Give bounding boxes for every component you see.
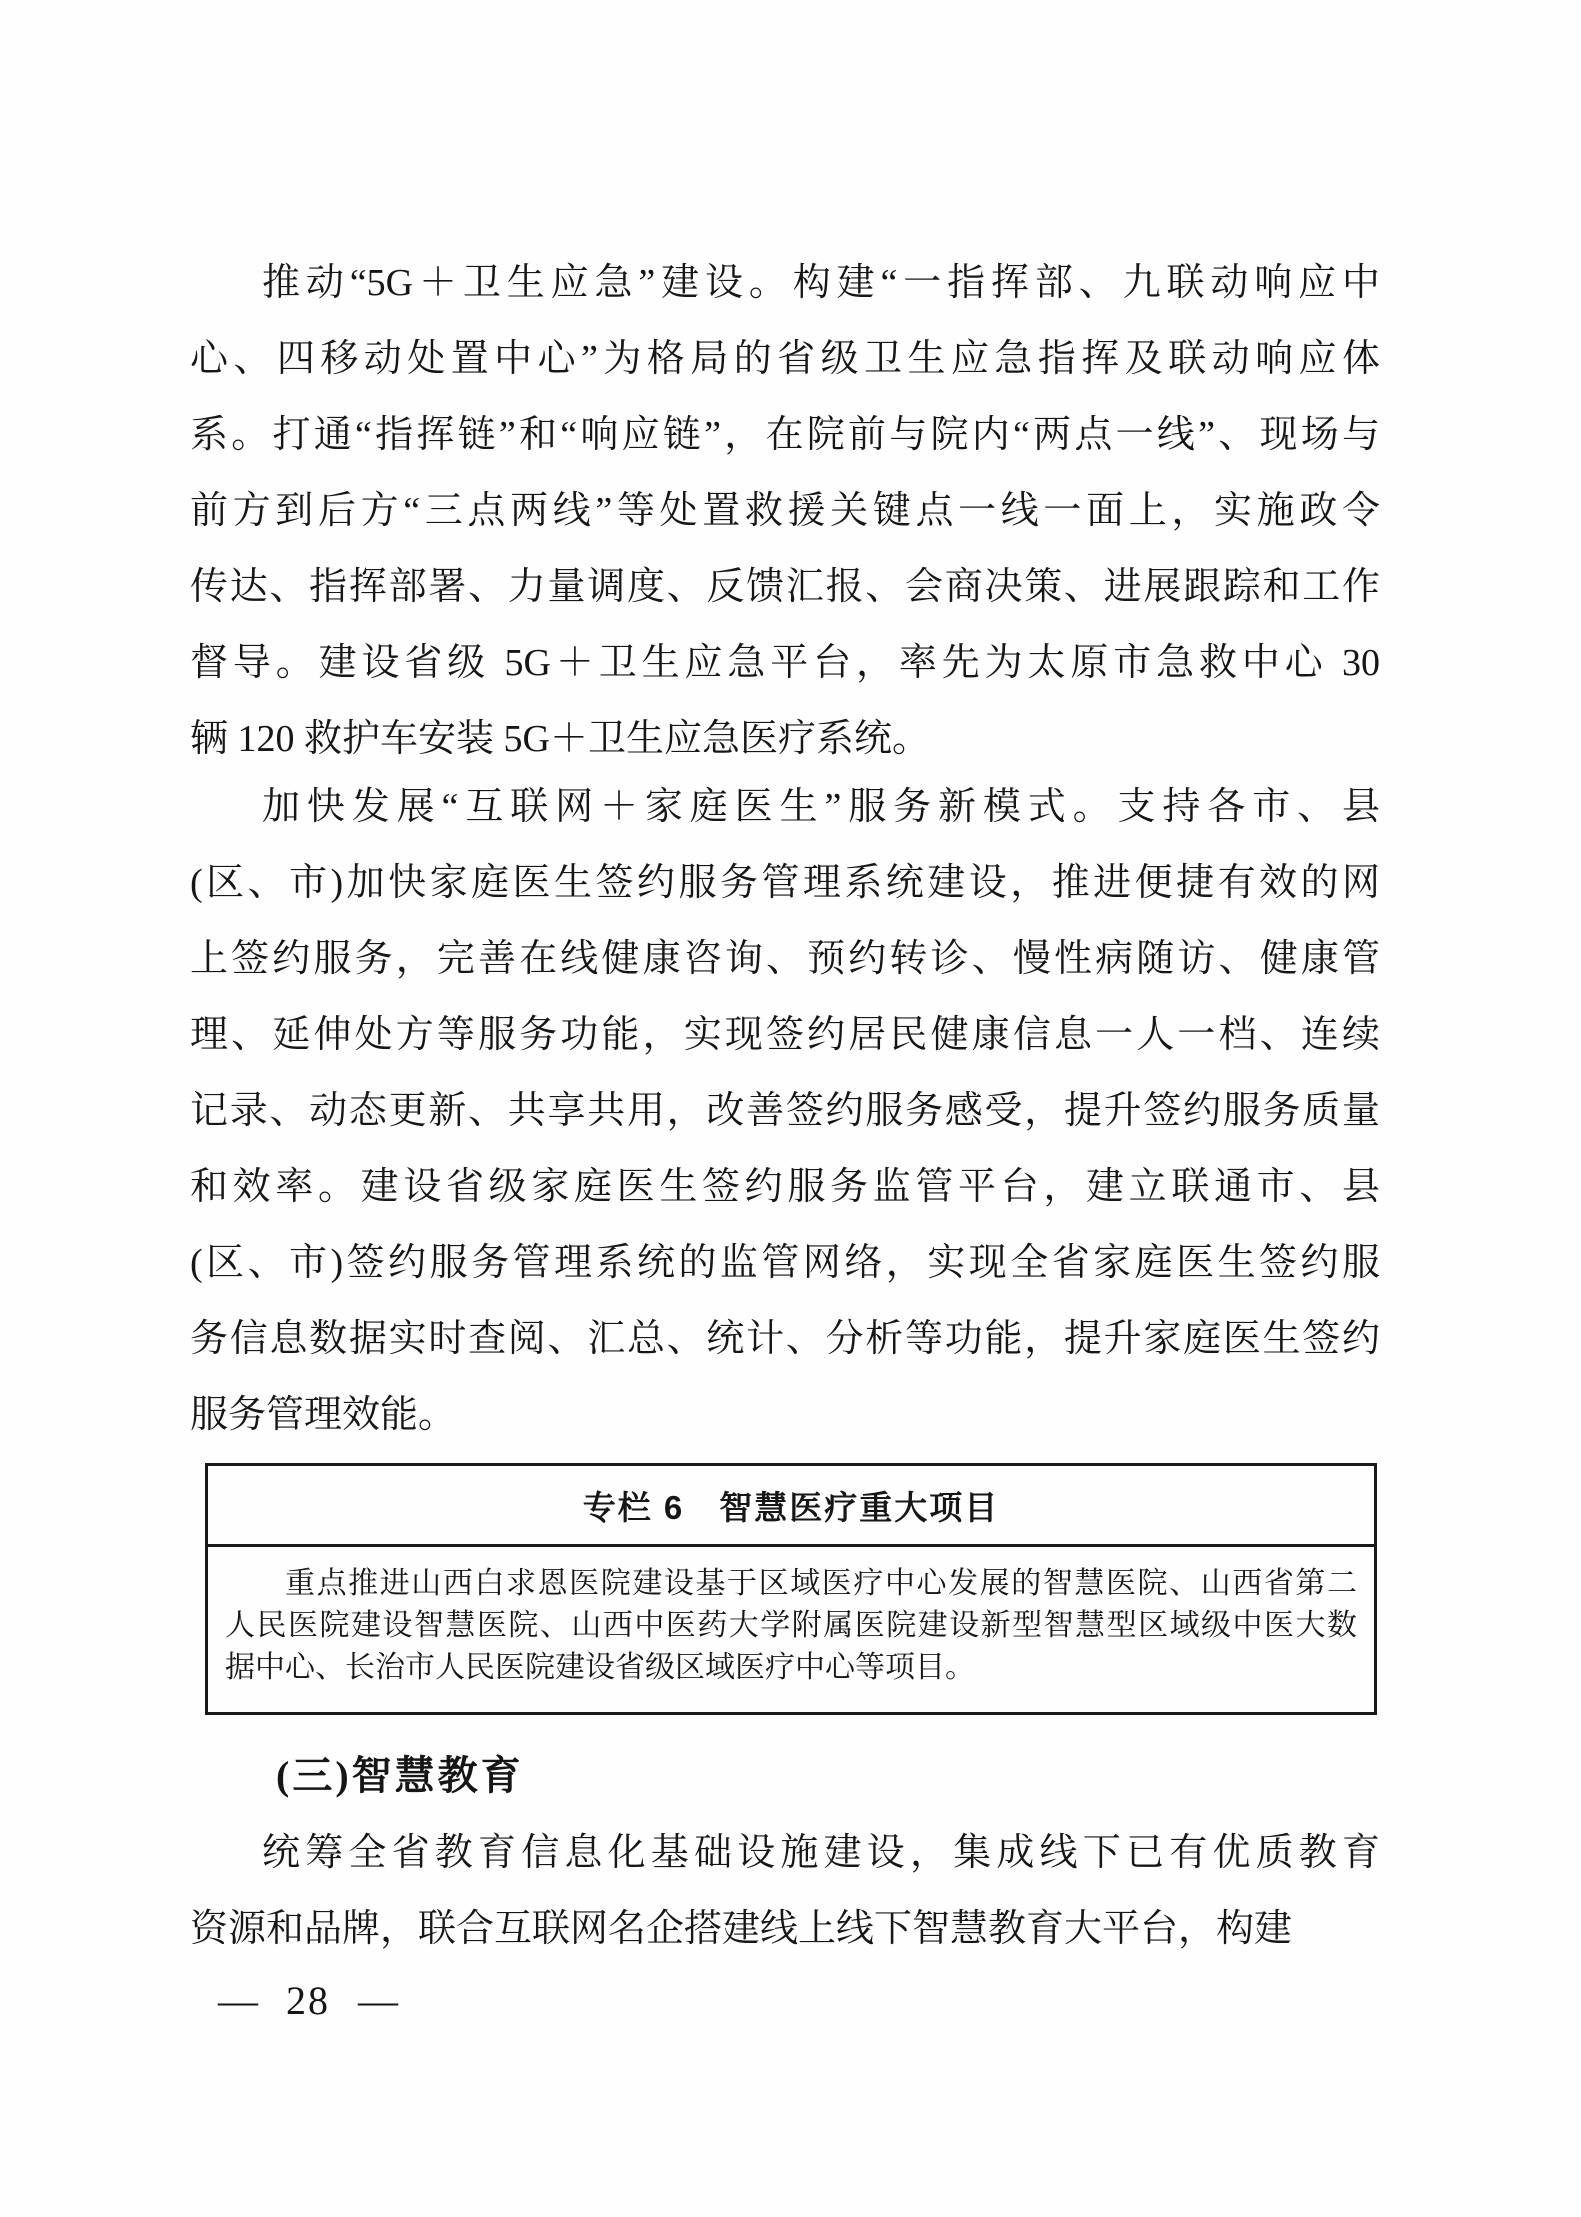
footer-left-dash: — [218,1978,258,2023]
footer-right-dash: — [358,1978,398,2023]
text-line: 督导。建设省级 5G＋卫生应急平台，率先为太原市急救中心 30 [190,642,1380,684]
text-line: (区、市)加快家庭医生签约服务管理系统建设，推进便捷有效的网 [190,862,1380,904]
text-line: (区、市)签约服务管理系统的监管网络，实现全省家庭医生签约服 [190,1242,1380,1284]
box-header [208,1466,1374,1547]
text-line: 传达、指挥部署、力量调度、反馈汇报、会商决策、进展跟踪和工作 [190,566,1380,608]
text-line: 系。打通“指挥链”和“响应链”，在院前与院内“两点一线”、现场与 [190,414,1380,456]
text-line: 心、四移动处置中心”为格局的省级卫生应急指挥及联动响应体 [190,338,1380,380]
page-footer [218,1972,398,2030]
text-line: 和效率。建设省级家庭医生签约服务监管平台，建立联通市、县 [190,1166,1380,1208]
paragraph-5g-health-emergency [190,245,1380,777]
text-line: 务信息数据实时查阅、汇总、统计、分析等功能，提升家庭医生签约 [190,1318,1380,1360]
section-heading-smart-education: (三)智慧教育 [276,1753,524,1798]
box-text-line: 重点推进山西白求恩医院建设基于区域医疗中心发展的智慧医院、山西省第二 [285,1567,1357,1600]
smart-medical-projects-box [205,1463,1377,1715]
box-body [208,1547,1374,1689]
text-line: 加快发展“互联网＋家庭医生”服务新模式。支持各市、县 [262,786,1380,828]
text-line: 服务管理效能。 [190,1394,457,1436]
text-line: 辆 120 救护车安装 5G＋卫生应急医疗系统。 [190,718,930,760]
box-title: 专栏 6 智慧医疗重大项目 [582,1488,1000,1526]
box-text-line: 人民医院建设智慧医院、山西中医药大学附属医院建设新型智慧型区域级中医大数 [225,1609,1357,1642]
text-line: 前方到后方“三点两线”等处置救援关键点一线一面上，实施政令 [190,490,1380,532]
text-line: 记录、动态更新、共享共用，改善签约服务感受，提升签约服务质量 [190,1090,1380,1132]
text-line: 推动“5G＋卫生应急”建设。构建“一指挥部、九联动响应中 [262,262,1380,304]
text-line: 上签约服务，完善在线健康咨询、预约转诊、慢性病随访、健康管 [190,938,1380,980]
text-line: 资源和品牌，联合互联网名企搭建线上线下智慧教育大平台，构建 [190,1908,1293,1950]
paragraph-smart-education [190,1815,1380,1967]
text-line: 统筹全省教育信息化基础设施建设，集成线下已有优质教育 [262,1832,1380,1874]
box-text-line: 据中心、长治市人民医院建设省级区域医疗中心等项目。 [225,1651,975,1684]
page-number: 28 [286,1978,330,2023]
paragraph-internet-family-doctor [190,769,1380,1453]
text-line: 理、延伸处方等服务功能，实现签约居民健康信息一人一档、连续 [190,1014,1380,1056]
